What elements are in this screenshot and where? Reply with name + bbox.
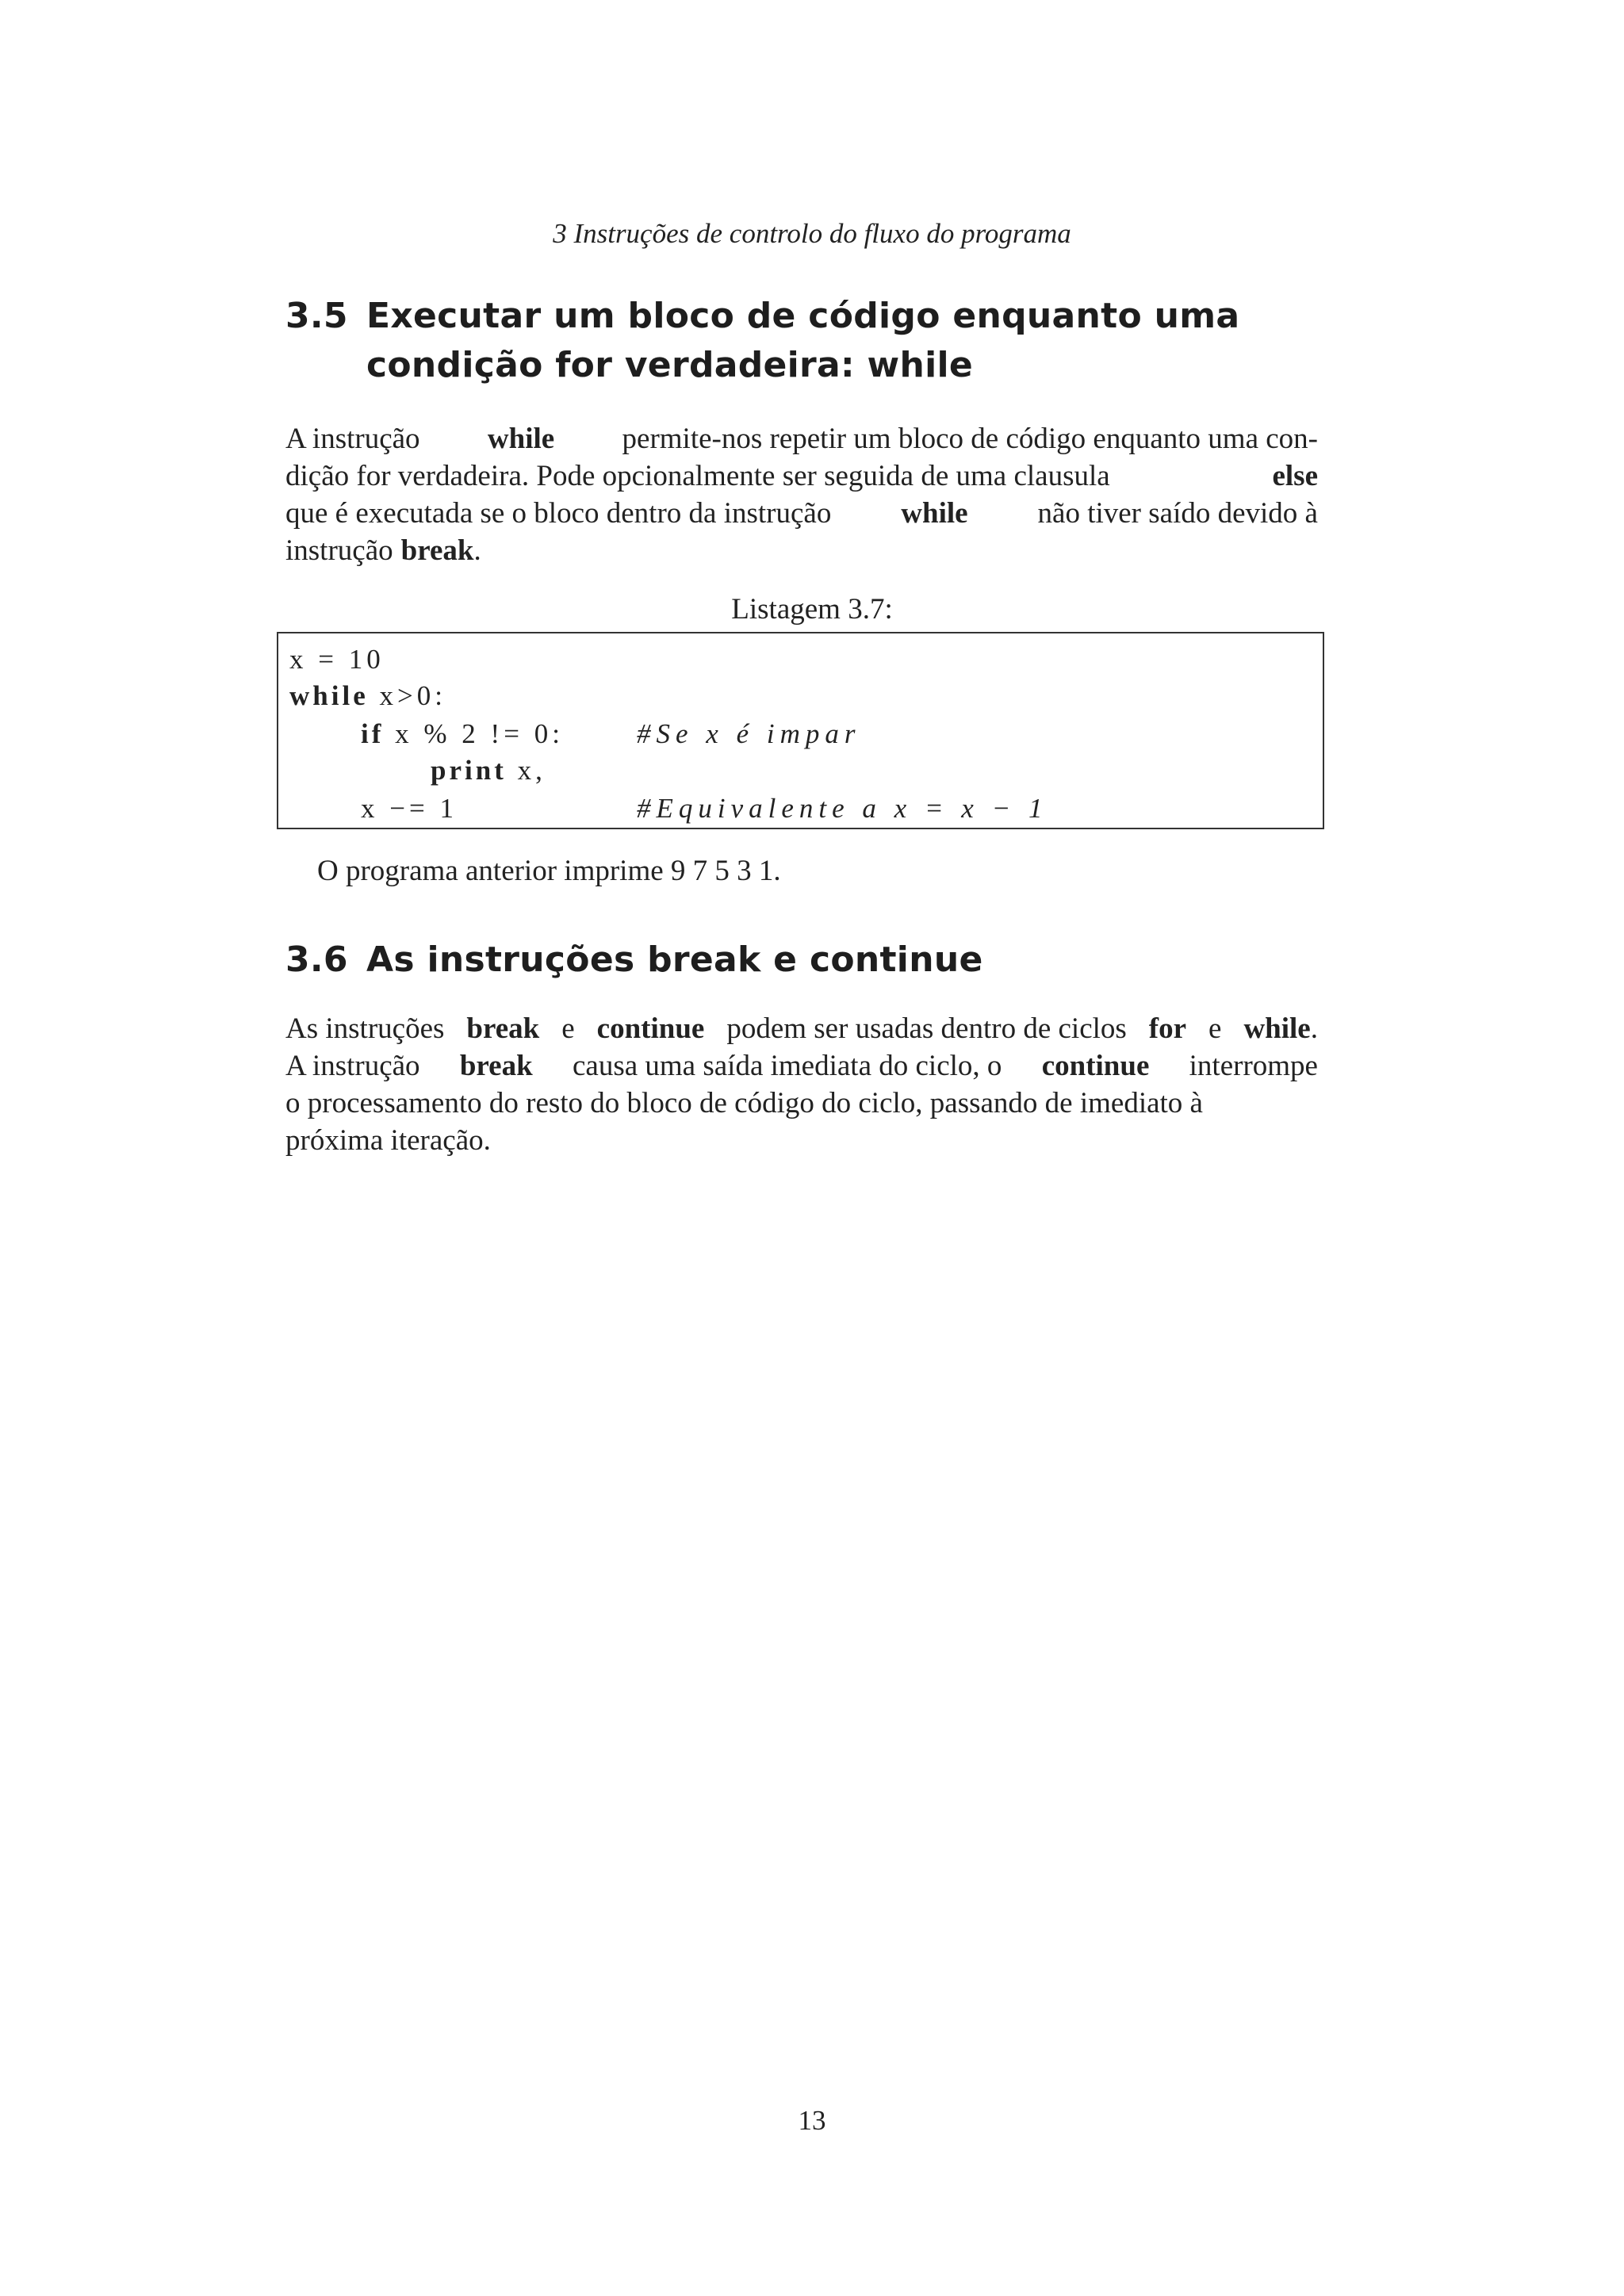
text-span: e xyxy=(561,1012,575,1045)
keyword-text: break xyxy=(459,1050,533,1082)
running-head: 3 Instruções de controlo do fluxo do programa xyxy=(553,218,1071,249)
section-title xyxy=(366,292,1318,390)
text-span: e xyxy=(1208,1012,1222,1045)
text-span xyxy=(1243,1010,1318,1047)
section-title-line: Executar um bloco de código enquanto uma xyxy=(366,296,1240,336)
code-keyword: while xyxy=(289,680,369,711)
paragraph-line xyxy=(285,1047,1318,1085)
keyword-text: break xyxy=(466,1012,540,1045)
code-line xyxy=(289,678,446,714)
text-span: o processamento do resto do bloco de código do ciclo, passando de imediato à xyxy=(285,1087,1203,1119)
text-span: causa uma saída imediata do ciclo, o xyxy=(572,1050,1002,1082)
code-comment: #Equivalente a x = x − 1 xyxy=(637,793,1048,824)
code-text: x>0: xyxy=(368,680,446,711)
paragraph-line xyxy=(285,457,1318,495)
text-span: . xyxy=(473,534,481,567)
text-span: dição for verdadeira. Pode opcionalmente ser seguida de uma clausula xyxy=(285,460,1110,492)
paragraph-break-continue xyxy=(285,1010,1318,1159)
keyword-text: while xyxy=(901,497,968,530)
code-text: x −= 1 xyxy=(361,793,458,824)
paragraph-line xyxy=(285,1010,1318,1047)
code-keyword: print xyxy=(431,755,507,786)
paragraph-line xyxy=(285,1085,1318,1122)
text-span: interrompe xyxy=(1189,1050,1318,1082)
page-number: 13 xyxy=(798,2105,826,2136)
text-span: A instrução xyxy=(285,423,420,455)
code-line xyxy=(361,716,861,752)
paragraph-line xyxy=(285,532,1318,569)
paragraph-line xyxy=(285,420,1318,457)
text-span: A instrução xyxy=(285,1050,420,1082)
text-span: podem ser usadas dentro de ciclos xyxy=(726,1012,1127,1045)
text-span: não tiver saído devido à xyxy=(1037,497,1318,530)
keyword-text: while xyxy=(487,423,555,455)
keyword-text: continue xyxy=(596,1012,705,1045)
code-line: x = 10 xyxy=(289,644,385,675)
section-title-line: condição for verdadeira: while xyxy=(366,345,974,385)
paragraph-program-output: O programa anterior imprime 9 7 5 3 1. xyxy=(317,855,781,887)
keyword-text: break xyxy=(400,534,474,567)
keyword-text: while xyxy=(1243,1012,1311,1045)
text-span: . xyxy=(1310,1012,1318,1045)
text-span: que é executada se o bloco dentro da instrução xyxy=(285,497,832,530)
text-span: instrução xyxy=(285,534,393,567)
section-number: 3.6 xyxy=(285,939,348,980)
keyword-text: for xyxy=(1148,1012,1187,1045)
code-comment: #Se x é impar xyxy=(637,718,861,749)
text-span xyxy=(401,532,481,569)
paragraph-line xyxy=(285,495,1318,532)
code-listing xyxy=(277,632,1324,829)
paragraph-while-intro xyxy=(285,420,1318,569)
keyword-text: continue xyxy=(1041,1050,1150,1082)
section-number: 3.5 xyxy=(285,296,348,336)
paragraph-line xyxy=(285,1122,1318,1159)
text-span: As instruções xyxy=(285,1012,445,1045)
listing-caption: Listagem 3.7: xyxy=(731,593,893,626)
code-line xyxy=(431,752,546,789)
code-text: x % 2 != 0: xyxy=(384,718,564,749)
code-line xyxy=(361,790,1048,827)
section-title xyxy=(366,936,1318,985)
code-text: x, xyxy=(506,755,546,786)
text-span: permite-nos repetir um bloco de código enquanto uma con- xyxy=(622,423,1318,455)
section-title-line: As instruções break e continue xyxy=(366,939,983,980)
code-keyword: if xyxy=(361,718,385,749)
text-span: próxima iteração. xyxy=(285,1124,491,1157)
keyword-text: else xyxy=(1272,460,1318,492)
